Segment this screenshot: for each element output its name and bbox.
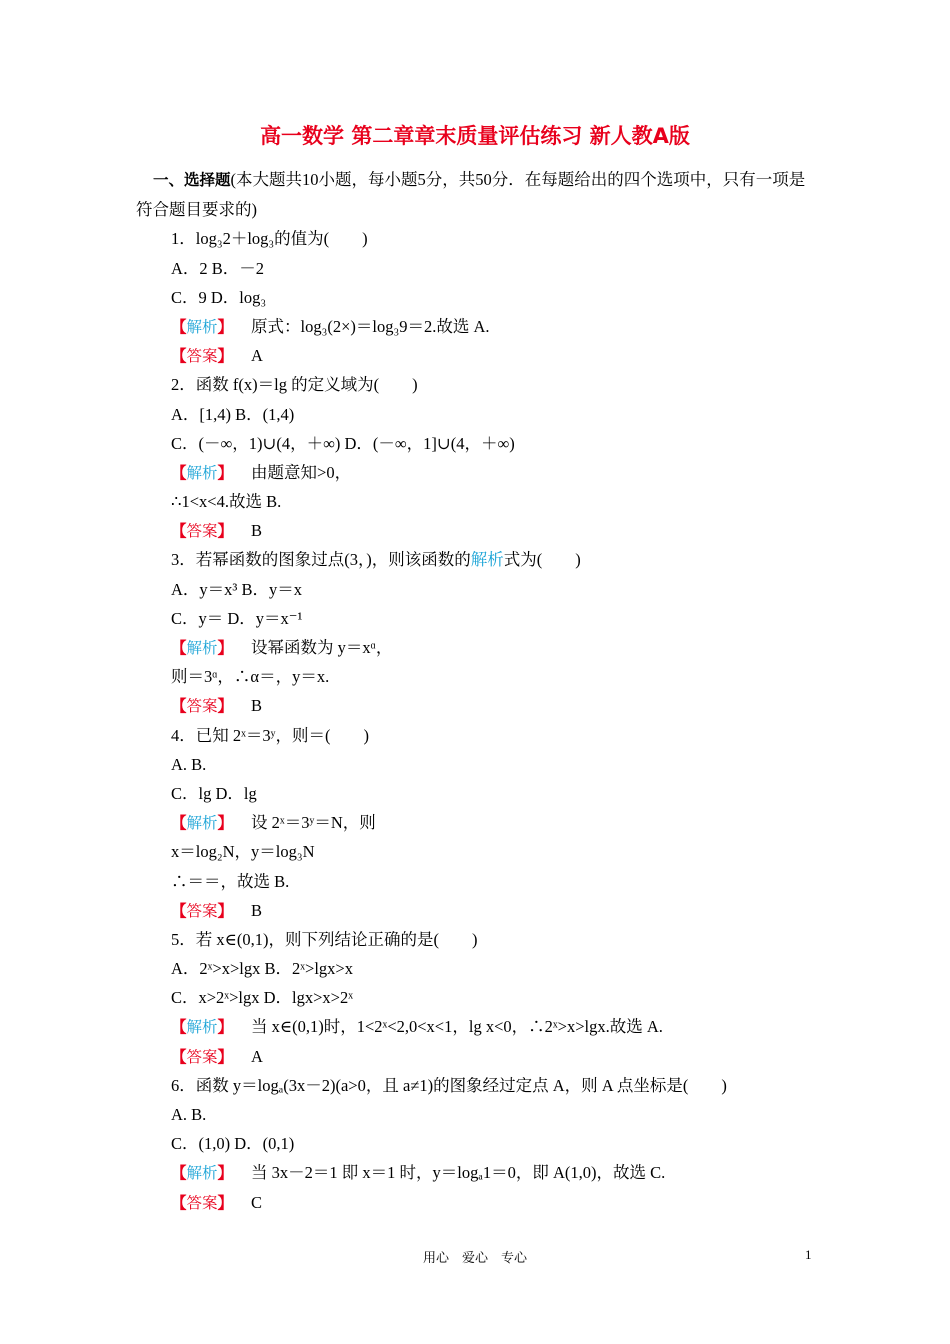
document-title: 高一数学 第二章章末质量评估练习 新人教A版	[260, 124, 690, 148]
answer-tag: 【答案】	[171, 697, 234, 716]
question-2-stem: 2．函数 f(x)＝lg 的定义域为( )	[171, 375, 418, 395]
analysis-link[interactable]: 解析	[470, 550, 504, 570]
question-5-answer: 【答案】 A	[136, 1042, 818, 1071]
question-4-analysis: 【解析】 设 2ˣ＝3ʸ＝N，则	[136, 808, 818, 837]
analysis-tag: 【解析】	[171, 317, 234, 336]
question-4-stem: 4．已知 2ˣ＝3ʸ，则＝( )	[171, 725, 370, 745]
question-5-stem: 5．若 x∈(0,1)，则下列结论正确的是( )	[171, 929, 478, 949]
answer-tag: 【答案】	[171, 522, 234, 541]
section-intro	[136, 165, 818, 224]
page-number: 1	[805, 1247, 812, 1262]
analysis-tag: 【解析】	[171, 1018, 234, 1037]
question-3-answer: 【答案】 B	[136, 691, 818, 720]
section-instructions: (本大题共10小题，每小题5分，共50分．在每题给出的四个选项中，只有一项是符合题目要求的)	[136, 170, 806, 220]
question-4-options-ab: A. B.	[171, 754, 207, 774]
question-5-options-cd: C．x>2ˣ>lgx D．lgx>x>2ˣ	[171, 988, 353, 1008]
question-6-options-cd: C．(1,0) D．(0,1)	[171, 1134, 295, 1154]
question-1-stem: 1．log₃2＋log₃的值为( )	[171, 229, 368, 249]
question-5-options-ab: A．2ˣ>x>lgx B．2ˣ>lgx>x	[171, 959, 353, 979]
answer-tag: 【答案】	[171, 901, 234, 920]
document-body	[136, 165, 818, 1217]
question-4-options-cd: C．lg D．lg	[171, 783, 257, 803]
page-footer: 用心 爱心 专心	[422, 1251, 527, 1266]
section-heading: 一、选择题	[153, 171, 231, 189]
question-3-analysis: 【解析】 设幂函数为 y＝xᵅ，	[136, 633, 818, 662]
question-3-analysis-cont: 则＝3ᵅ，∴α＝，y＝x.	[171, 667, 330, 687]
question-1-answer: 【答案】 A	[136, 341, 818, 370]
question-2-analysis-cont: ∴1<x<4.故选 B.	[171, 492, 282, 512]
analysis-tag: 【解析】	[171, 463, 234, 482]
question-1-options-cd: C．9 D．log₃	[171, 287, 267, 307]
answer-tag: 【答案】	[171, 1047, 234, 1066]
question-1-options-ab: A．2 B．－2	[171, 258, 265, 278]
answer-tag: 【答案】	[171, 1193, 234, 1212]
question-2-answer: 【答案】 B	[136, 516, 818, 545]
question-2-options-ab: A．[1,4) B．(1,4)	[171, 404, 295, 424]
question-5-analysis: 【解析】 当 x∈(0,1)时，1<2ˣ<2,0<x<1，lg x<0，∴2ˣ>x>lgx.故选 A.	[136, 1012, 818, 1041]
analysis-tag: 【解析】	[171, 814, 234, 833]
question-4-answer: 【答案】 B	[136, 896, 818, 925]
question-2-options-cd: C．(－∞，1)∪(4，＋∞) D．(－∞，1]∪(4，＋∞)	[171, 433, 515, 453]
analysis-tag: 【解析】	[171, 1164, 234, 1183]
question-6-answer: 【答案】 C	[136, 1188, 818, 1217]
question-6-options-ab: A. B.	[171, 1105, 207, 1125]
question-3-options-cd: C．y＝ D．y＝x⁻¹	[171, 608, 303, 628]
question-3-options-ab: A．y＝x³ B．y＝x	[171, 579, 302, 599]
analysis-tag: 【解析】	[171, 639, 234, 658]
answer-tag: 【答案】	[171, 347, 234, 366]
question-4-analysis-cont-1: x＝log₂N，y＝log₃N	[171, 842, 315, 862]
question-6-stem: 6．函数 y＝logₐ(3x－2)(a>0，且 a≠1)的图象经过定点 A，则 A 点坐标是( )	[171, 1075, 727, 1095]
question-4-analysis-cont-2: ∴＝＝，故选 B.	[171, 871, 290, 891]
question-6-analysis: 【解析】 当 3x－2＝1 即 x＝1 时，y＝logₐ1＝0，即 A(1,0)，故选 C.	[136, 1158, 818, 1187]
question-1-analysis: 【解析】 原式：log₃(2×)＝log₃9＝2.故选 A.	[136, 312, 818, 341]
question-3-stem: 3．若幂函数的图象过点(3，)，则该函数的解析式为( )	[171, 550, 581, 570]
question-2-analysis: 【解析】 由题意知>0，	[136, 458, 818, 487]
